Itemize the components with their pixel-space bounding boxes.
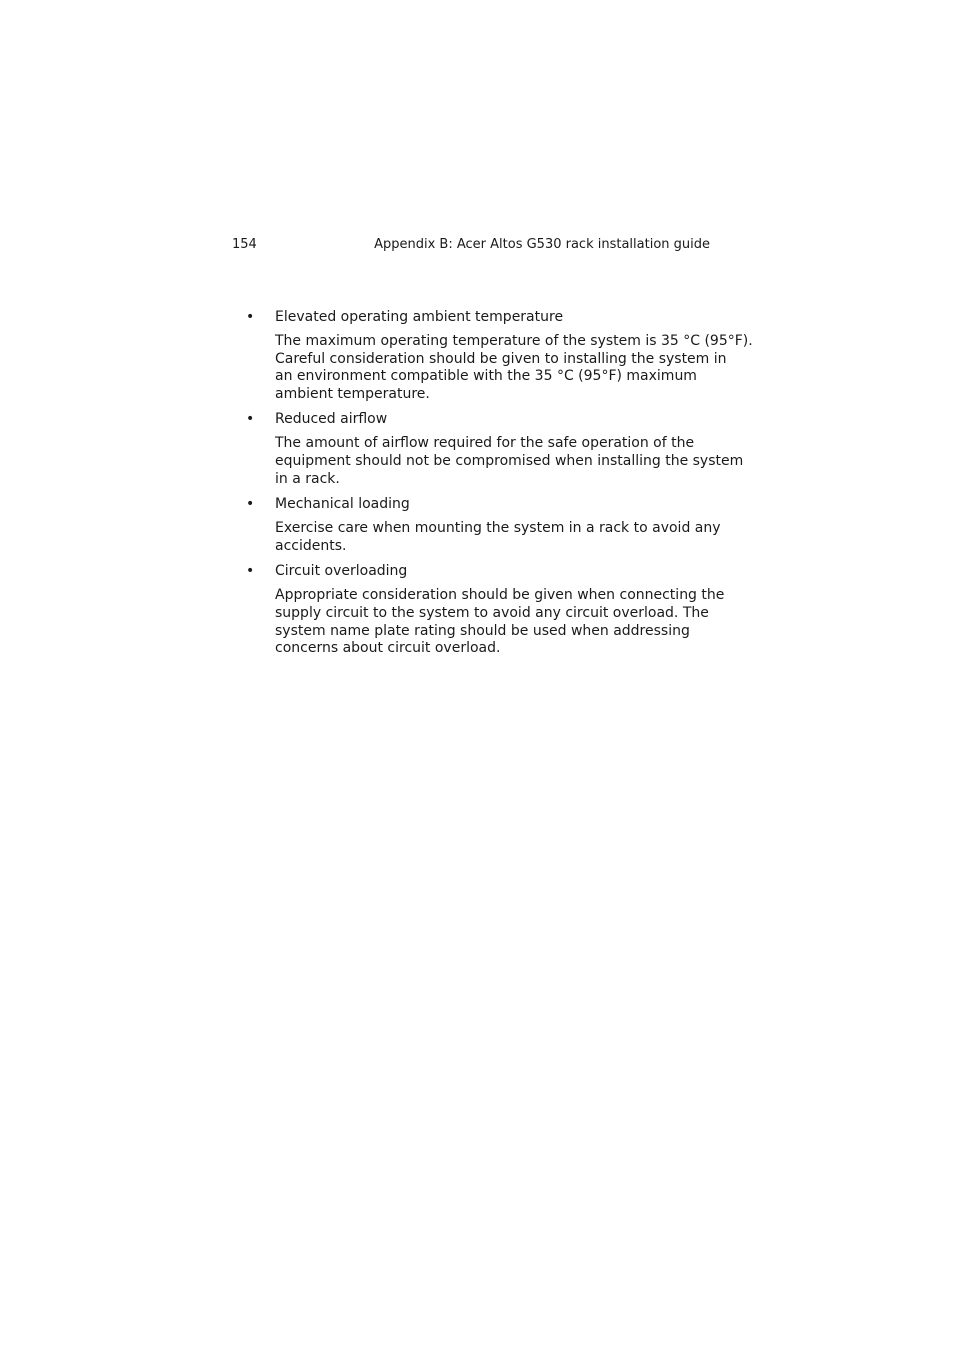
list-item <box>246 495 726 555</box>
list-item-heading <box>246 308 726 327</box>
list-item-title: Reduced airflow <box>275 411 388 428</box>
list-item-body <box>275 333 753 403</box>
paragraph-line: in a rack. <box>275 470 340 487</box>
paragraph-line: The maximum operating temperature of the system is 35 °C (95°F). <box>275 333 753 349</box>
list-item-title: Mechanical loading <box>275 496 410 513</box>
bullet-icon: • <box>246 309 255 325</box>
list-item-body <box>275 435 744 488</box>
list-item <box>246 562 726 657</box>
paragraph <box>275 435 744 488</box>
paragraph <box>275 520 725 555</box>
bullet-icon: • <box>246 496 255 513</box>
bullet-list <box>246 308 753 665</box>
bullet-icon: • <box>246 563 255 580</box>
bullet-icon: • <box>246 411 255 428</box>
paragraph-line: Careful consideration should be given to installing the system in <box>275 350 727 367</box>
list-item <box>246 308 753 403</box>
paragraph-line: accidents. <box>275 537 347 554</box>
list-item-heading <box>246 410 726 429</box>
paragraph <box>275 587 725 657</box>
paragraph-line: system name plate rating should be used when addressing <box>275 622 690 639</box>
list-item <box>246 410 744 488</box>
paragraph-line: an environment compatible with the 35 °C (95°F) maximum <box>275 368 697 385</box>
paragraph-line: Appropriate consideration should be given when connecting the <box>275 587 725 604</box>
paragraph-line: Exercise care when mounting the system in a rack to avoid any <box>275 520 721 537</box>
list-item-body <box>275 520 725 555</box>
paragraph-line: ambient temperature. <box>275 385 430 402</box>
running-title: Appendix B: Acer Altos G530 rack installation guide <box>374 237 710 252</box>
list-item-heading <box>246 495 726 514</box>
paragraph-line: equipment should not be compromised when installing the system <box>275 452 744 469</box>
page-header <box>232 236 710 256</box>
paragraph <box>275 333 753 403</box>
paragraph-line: supply circuit to the system to avoid any circuit overload. The <box>275 604 709 621</box>
list-item-body <box>275 587 725 657</box>
list-item-heading <box>246 562 726 581</box>
page-number: 154 <box>232 237 257 252</box>
paragraph-line: The amount of airflow required for the safe operation of the <box>275 435 695 452</box>
paragraph-line: concerns about circuit overload. <box>275 640 501 657</box>
list-item-title: Circuit overloading <box>275 563 408 580</box>
list-item-title: Elevated operating ambient temperature <box>275 309 564 325</box>
